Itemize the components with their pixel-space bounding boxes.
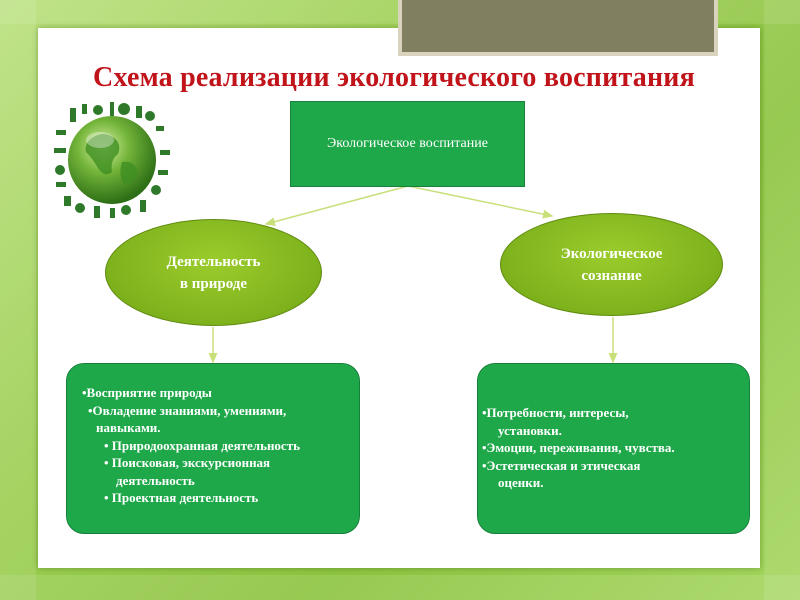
list-item: • Природоохранная деятельность — [104, 437, 300, 453]
left-detail-card — [66, 363, 360, 534]
slide-title-text: Схема реализации экологического воспитания — [93, 62, 695, 93]
list-item: •Эмоции, переживания, чувства. — [482, 440, 675, 455]
arrow-to-activity — [266, 186, 408, 224]
list-item: •Потребности, интересы, — [482, 405, 629, 420]
list-item-continuation: навыками. — [96, 420, 161, 435]
list-item: •Эстетическая и этическая — [482, 457, 641, 473]
branch-node-label: в природе — [179, 275, 248, 292]
list-item: •Овладение знаниями, умениями, — [88, 402, 287, 418]
list-item: •Восприятие природы — [82, 385, 212, 400]
list-item: • Проектная деятельность — [104, 490, 259, 505]
arrow-to-consciousness — [408, 186, 552, 216]
list-item-continuation: оценки. — [498, 475, 544, 490]
list-item: • Поисковая, экскурсионная — [104, 455, 271, 470]
list-item-continuation: деятельность — [116, 472, 195, 488]
branch-node-consciousness — [500, 213, 723, 316]
branch-node-label: сознание — [581, 267, 642, 284]
branch-node-label: Деятельность — [166, 253, 261, 270]
right-detail-card — [477, 363, 750, 534]
root-node-label: Экологическое воспитание — [327, 136, 488, 151]
branch-node-label: Экологическое — [560, 245, 663, 262]
list-item-continuation: установки. — [498, 422, 562, 438]
branch-node-activity — [105, 219, 322, 326]
root-node — [290, 101, 525, 187]
